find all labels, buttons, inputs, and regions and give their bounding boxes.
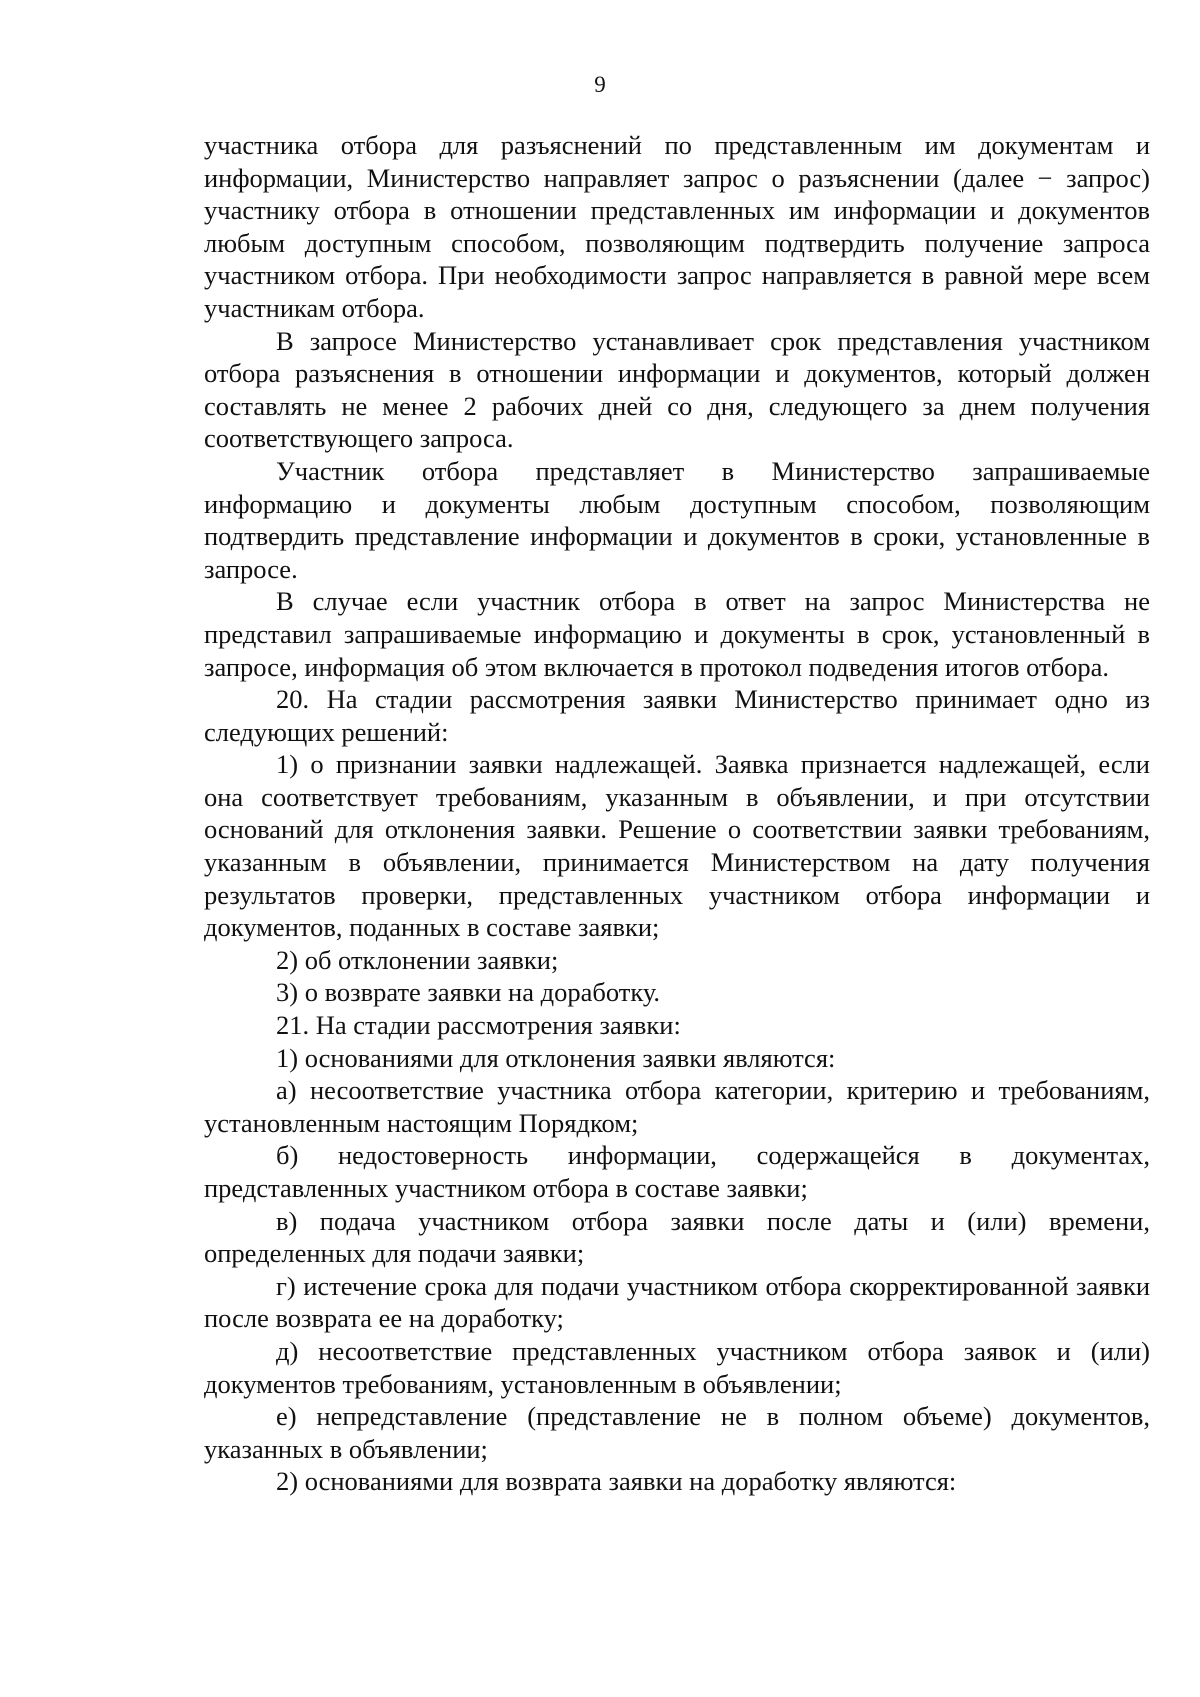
document-body — [204, 129, 1150, 1498]
paragraph-no-response: В случае если участник отбора в ответ на запрос Министерства не представил запрашиваемые информацию и документы в срок, установленный в запросе, информация об этом включается в протокол подведения итогов отбора. — [204, 586, 1150, 682]
paragraph-item-21-1: 1) основаниями для отклонения заявки являются: — [276, 1042, 836, 1073]
page-number: 9 — [594, 72, 606, 97]
paragraph-item-21-1-e: е) непредставление (представление не в полном объеме) документов, указанных в объявлении; — [204, 1401, 1150, 1464]
paragraph-item-20-2: 2) об отклонении заявки; — [276, 944, 559, 975]
paragraph-request-deadline: В запросе Министерство устанавливает срок представления участником отбора разъяснения в отношении информации и документов, который должен составлять не менее 2 рабочих дней со дня, следующего за днем получения соответствующего запроса. — [204, 325, 1150, 454]
paragraph-continuation: участника отбора для разъяснений по представленным им документам и информации, Министерство направляет запрос о разъяснении (далее − запрос) участнику отбора в отношении представленных им информации и документов любым доступным способом, позволяющим подтвердить получение запроса участником отбора. При необходимости запрос направляется в равной мере всем участникам отбора. — [204, 130, 1150, 323]
paragraph-item-21-1-a: а) несоответствие участника отбора категории, критерию и требованиям, установленным настоящим Порядком; — [204, 1075, 1150, 1138]
paragraph-item-21-1-d: д) несоответствие представленных участником отбора заявок и (или) документов требованиям, установленным в объявлении; — [204, 1335, 1150, 1399]
paragraph-item-20: 20. На стадии рассмотрения заявки Министерство принимает одно из следующих решений: — [204, 684, 1150, 747]
paragraph-participant-response: Участник отбора представляет в Министерство запрашиваемые информацию и документы любым доступным способом, позволяющим подтвердить представление информации и документов в сроки, установленные в запросе. — [204, 455, 1150, 584]
paragraph-item-21-1-v: в) подача участником отбора заявки после даты и (или) времени, определенных для подачи заявки; — [204, 1205, 1150, 1269]
paragraph-item-20-1: 1) о признании заявки надлежащей. Заявка признается надлежащей, если она соответствует требованиям, указанным в объявлении, и при отсутствии оснований для отклонения заявки. Решение о соответствии заявки требованиям, указанным в объявлении, принимается Министерством на дату получения результатов проверки, представленных участником отбора информации и документов, поданных в составе заявки; — [204, 749, 1150, 943]
paragraph-item-21-1-b: б) недостоверность информации, содержащейся в документах, представленных участником отбора в составе заявки; — [204, 1140, 1150, 1203]
paragraph-item-21-2: 2) основаниями для возврата заявки на доработку являются: — [276, 1466, 957, 1497]
paragraph-item-21-1-g: г) истечение срока для подачи участником отбора скорректированной заявки после возврата ее на доработку; — [204, 1270, 1150, 1334]
paragraph-item-21: 21. На стадии рассмотрения заявки: — [276, 1010, 681, 1041]
paragraph-item-20-3: 3) о возврате заявки на доработку. — [276, 977, 661, 1008]
